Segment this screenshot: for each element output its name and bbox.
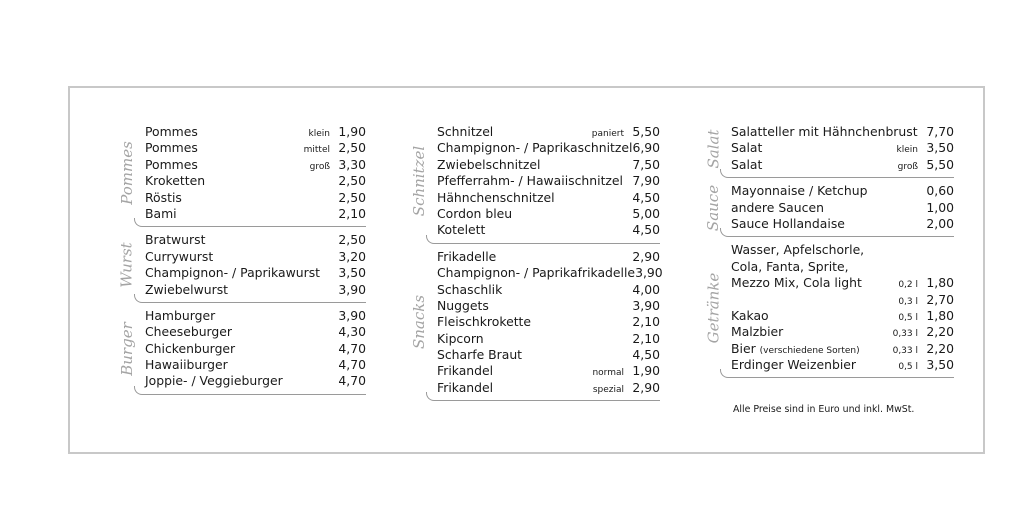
item-price: 4,50: [632, 189, 660, 205]
item-price: 3,30: [338, 156, 366, 172]
item-name: Pommes: [145, 124, 198, 139]
item-name: Fleischkrokette: [437, 314, 532, 330]
item-size: groß: [309, 161, 330, 172]
item-name: Sauce Hollandaise: [731, 215, 845, 231]
list-item: Malzbier 0,33 l 2,20: [731, 324, 954, 340]
list-item: [437, 347, 660, 363]
item-name: Bami: [145, 205, 177, 221]
section-snacks: [408, 248, 663, 397]
item-price: 7,70: [926, 124, 954, 139]
item-price: 7,50: [632, 156, 660, 172]
list-item: [437, 331, 660, 347]
list-item: [437, 380, 660, 396]
section-pommes: [116, 124, 366, 222]
item-list: [145, 232, 366, 298]
item-name: Joppie- / Veggieburger: [145, 373, 283, 389]
menu-column-2: [408, 124, 663, 406]
list-item: Kakao 0,5 l 1,80: [731, 307, 954, 323]
list-item: [437, 173, 660, 189]
item-list: [145, 308, 366, 390]
category-label: Burger: [118, 322, 137, 376]
item-name: Kipcorn: [437, 330, 484, 346]
item-size: normal: [592, 368, 624, 379]
item-size: groß: [897, 161, 918, 172]
category-label: Sauce: [704, 184, 723, 231]
item-name: Cheeseburger: [145, 324, 233, 340]
item-price: 5,00: [632, 205, 660, 221]
item-price: 3,20: [338, 248, 366, 264]
item-price: 2,50: [338, 232, 366, 248]
item-size: mittel: [303, 145, 330, 156]
item-name: Hawaiiburger: [145, 357, 228, 373]
category-label: Salat: [704, 129, 722, 169]
item-price: 3,90: [635, 265, 663, 281]
item-price: 2,90: [632, 248, 660, 264]
list-item: 0,3 l 2,70: [898, 291, 954, 307]
list-item: [437, 298, 660, 314]
item-name: Nuggets: [437, 297, 489, 313]
item-price: 4,70: [338, 373, 366, 389]
item-price: 4,50: [632, 222, 660, 238]
item-name: Scharfe Braut: [437, 347, 523, 363]
list-item: [437, 157, 660, 173]
item-price: 2,10: [338, 205, 366, 221]
list-item: [437, 265, 663, 281]
item-price: 5,50: [926, 156, 954, 172]
menu-column-1: [116, 124, 366, 400]
item-price: 3,50: [338, 265, 366, 281]
item-price: 7,90: [632, 173, 660, 189]
item-price: 0,60: [926, 183, 954, 199]
list-item: Wasser, Apfelschorle,: [731, 242, 865, 258]
item-name: Champignon- / Paprikafrikadelle: [437, 265, 636, 281]
item-price: 2,50: [338, 140, 366, 156]
list-item: [731, 216, 954, 232]
list-item: Cola, Fanta, Sprite,: [731, 258, 849, 274]
item-name: Frikandel: [437, 379, 494, 395]
list-item: [437, 190, 660, 206]
list-item: [145, 308, 366, 324]
item-name: Schnitzel: [437, 124, 494, 139]
list-item: [437, 140, 660, 156]
list-item: [437, 222, 660, 238]
item-name: Hähnchenschnitzel: [437, 189, 555, 205]
item-name: Röstis: [145, 189, 182, 205]
item-name: Kroketten: [145, 173, 206, 189]
list-item: [731, 157, 954, 173]
list-item: [145, 373, 366, 389]
list-item: Mezzo Mix, Cola light 0,2 l 1,80: [731, 275, 954, 291]
list-item: [145, 206, 366, 222]
item-price: 4,00: [632, 281, 660, 297]
item-name: andere Saucen: [731, 199, 824, 215]
section-schnitzel: [408, 124, 660, 239]
item-name: Mayonnaise / Ketchup: [731, 183, 868, 199]
item-name: Kotelett: [437, 222, 486, 238]
category-label: Getränke: [704, 272, 723, 344]
list-item: [145, 157, 366, 173]
item-price: 6,90: [632, 140, 661, 156]
category-label: Snacks: [410, 295, 429, 350]
item-name: Zwiebelschnitzel: [437, 156, 541, 172]
item-name: Zwiebelwurst: [145, 281, 229, 297]
item-price: 4,30: [338, 324, 366, 340]
item-name: Pommes: [145, 156, 198, 172]
item-price: 4,70: [338, 340, 366, 356]
item-price: 2,50: [338, 173, 366, 189]
list-item: [731, 200, 954, 216]
list-item: [437, 363, 660, 379]
item-size: klein: [896, 145, 918, 156]
item-price: 2,90: [632, 379, 660, 395]
section-wurst: [116, 232, 366, 298]
item-name: Salatteller mit Hähnchenbrust: [731, 124, 918, 139]
price-note: Alle Preise sind in Euro und inkl. MwSt.: [733, 404, 915, 415]
list-item: Erdinger Weizenbier 0,5 l 3,50: [731, 357, 954, 373]
list-item: [145, 190, 366, 206]
menu-column-3: [702, 124, 954, 383]
category-label: Schnitzel: [410, 146, 428, 217]
list-item: Bier (verschiedene Sorten) 0,33 l 2,20: [731, 340, 954, 356]
item-price: 4,70: [338, 357, 366, 373]
list-item: [145, 341, 366, 357]
item-name: Champignon- / Paprikawurst: [145, 265, 321, 281]
list-item: [145, 232, 366, 248]
item-name: Pfefferrahm- / Hawaiischnitzel: [437, 173, 623, 189]
item-name: Cordon bleu: [437, 205, 513, 221]
item-price: 2,10: [632, 314, 660, 330]
item-name: Currywurst: [145, 248, 214, 264]
list-item: [145, 140, 366, 156]
item-price: 3,90: [338, 307, 366, 323]
section-salat: [702, 124, 954, 173]
item-list: [437, 124, 660, 239]
list-item: [145, 249, 366, 265]
category-label: Pommes: [118, 141, 137, 205]
list-item: [145, 324, 366, 340]
item-list: [145, 124, 366, 222]
item-price: 2,50: [338, 189, 366, 205]
category-label: Wurst: [118, 242, 136, 288]
list-item: [145, 357, 366, 373]
section-getraenke: [702, 242, 954, 373]
item-name: Bratwurst: [145, 232, 206, 248]
item-size: klein: [308, 129, 330, 139]
item-price: 3,90: [632, 297, 660, 313]
list-item: [145, 124, 366, 140]
list-item: [145, 282, 366, 298]
item-price: 2,10: [632, 330, 660, 346]
section-sauce: [702, 183, 954, 232]
item-price: 3,50: [926, 140, 954, 156]
item-price: 1,00: [926, 199, 954, 215]
list-item: [145, 265, 366, 281]
item-price: 2,00: [926, 215, 954, 231]
list-item: [437, 124, 660, 140]
list-item: [437, 282, 660, 298]
list-item: [731, 124, 954, 140]
item-price: 1,90: [632, 363, 660, 379]
item-name: Hamburger: [145, 307, 216, 323]
item-name: Chickenburger: [145, 340, 236, 356]
section-burger: [116, 308, 366, 390]
item-price: 4,50: [632, 347, 660, 363]
item-price: 1,90: [338, 124, 366, 139]
item-size: spezial: [592, 384, 624, 395]
item-list: [731, 183, 954, 232]
item-name: Champignon- / Paprikaschnitzel: [437, 140, 633, 156]
item-name: Schaschlik: [437, 281, 503, 297]
item-list: [731, 242, 954, 373]
item-price: 3,90: [338, 281, 366, 297]
list-item: [437, 314, 660, 330]
item-name: Salat: [731, 140, 763, 156]
item-name: Pommes: [145, 140, 198, 156]
list-item: [731, 140, 954, 156]
item-list: [731, 124, 954, 173]
item-price: 5,50: [632, 124, 660, 139]
item-name: Frikandel: [437, 363, 494, 379]
list-item: [437, 206, 660, 222]
list-item: [731, 183, 954, 199]
item-name: Salat: [731, 156, 763, 172]
list-item: [145, 173, 366, 189]
list-item: [437, 249, 660, 265]
item-list: [437, 248, 663, 397]
item-name: Frikadelle: [437, 248, 497, 264]
item-size: paniert: [591, 129, 624, 139]
